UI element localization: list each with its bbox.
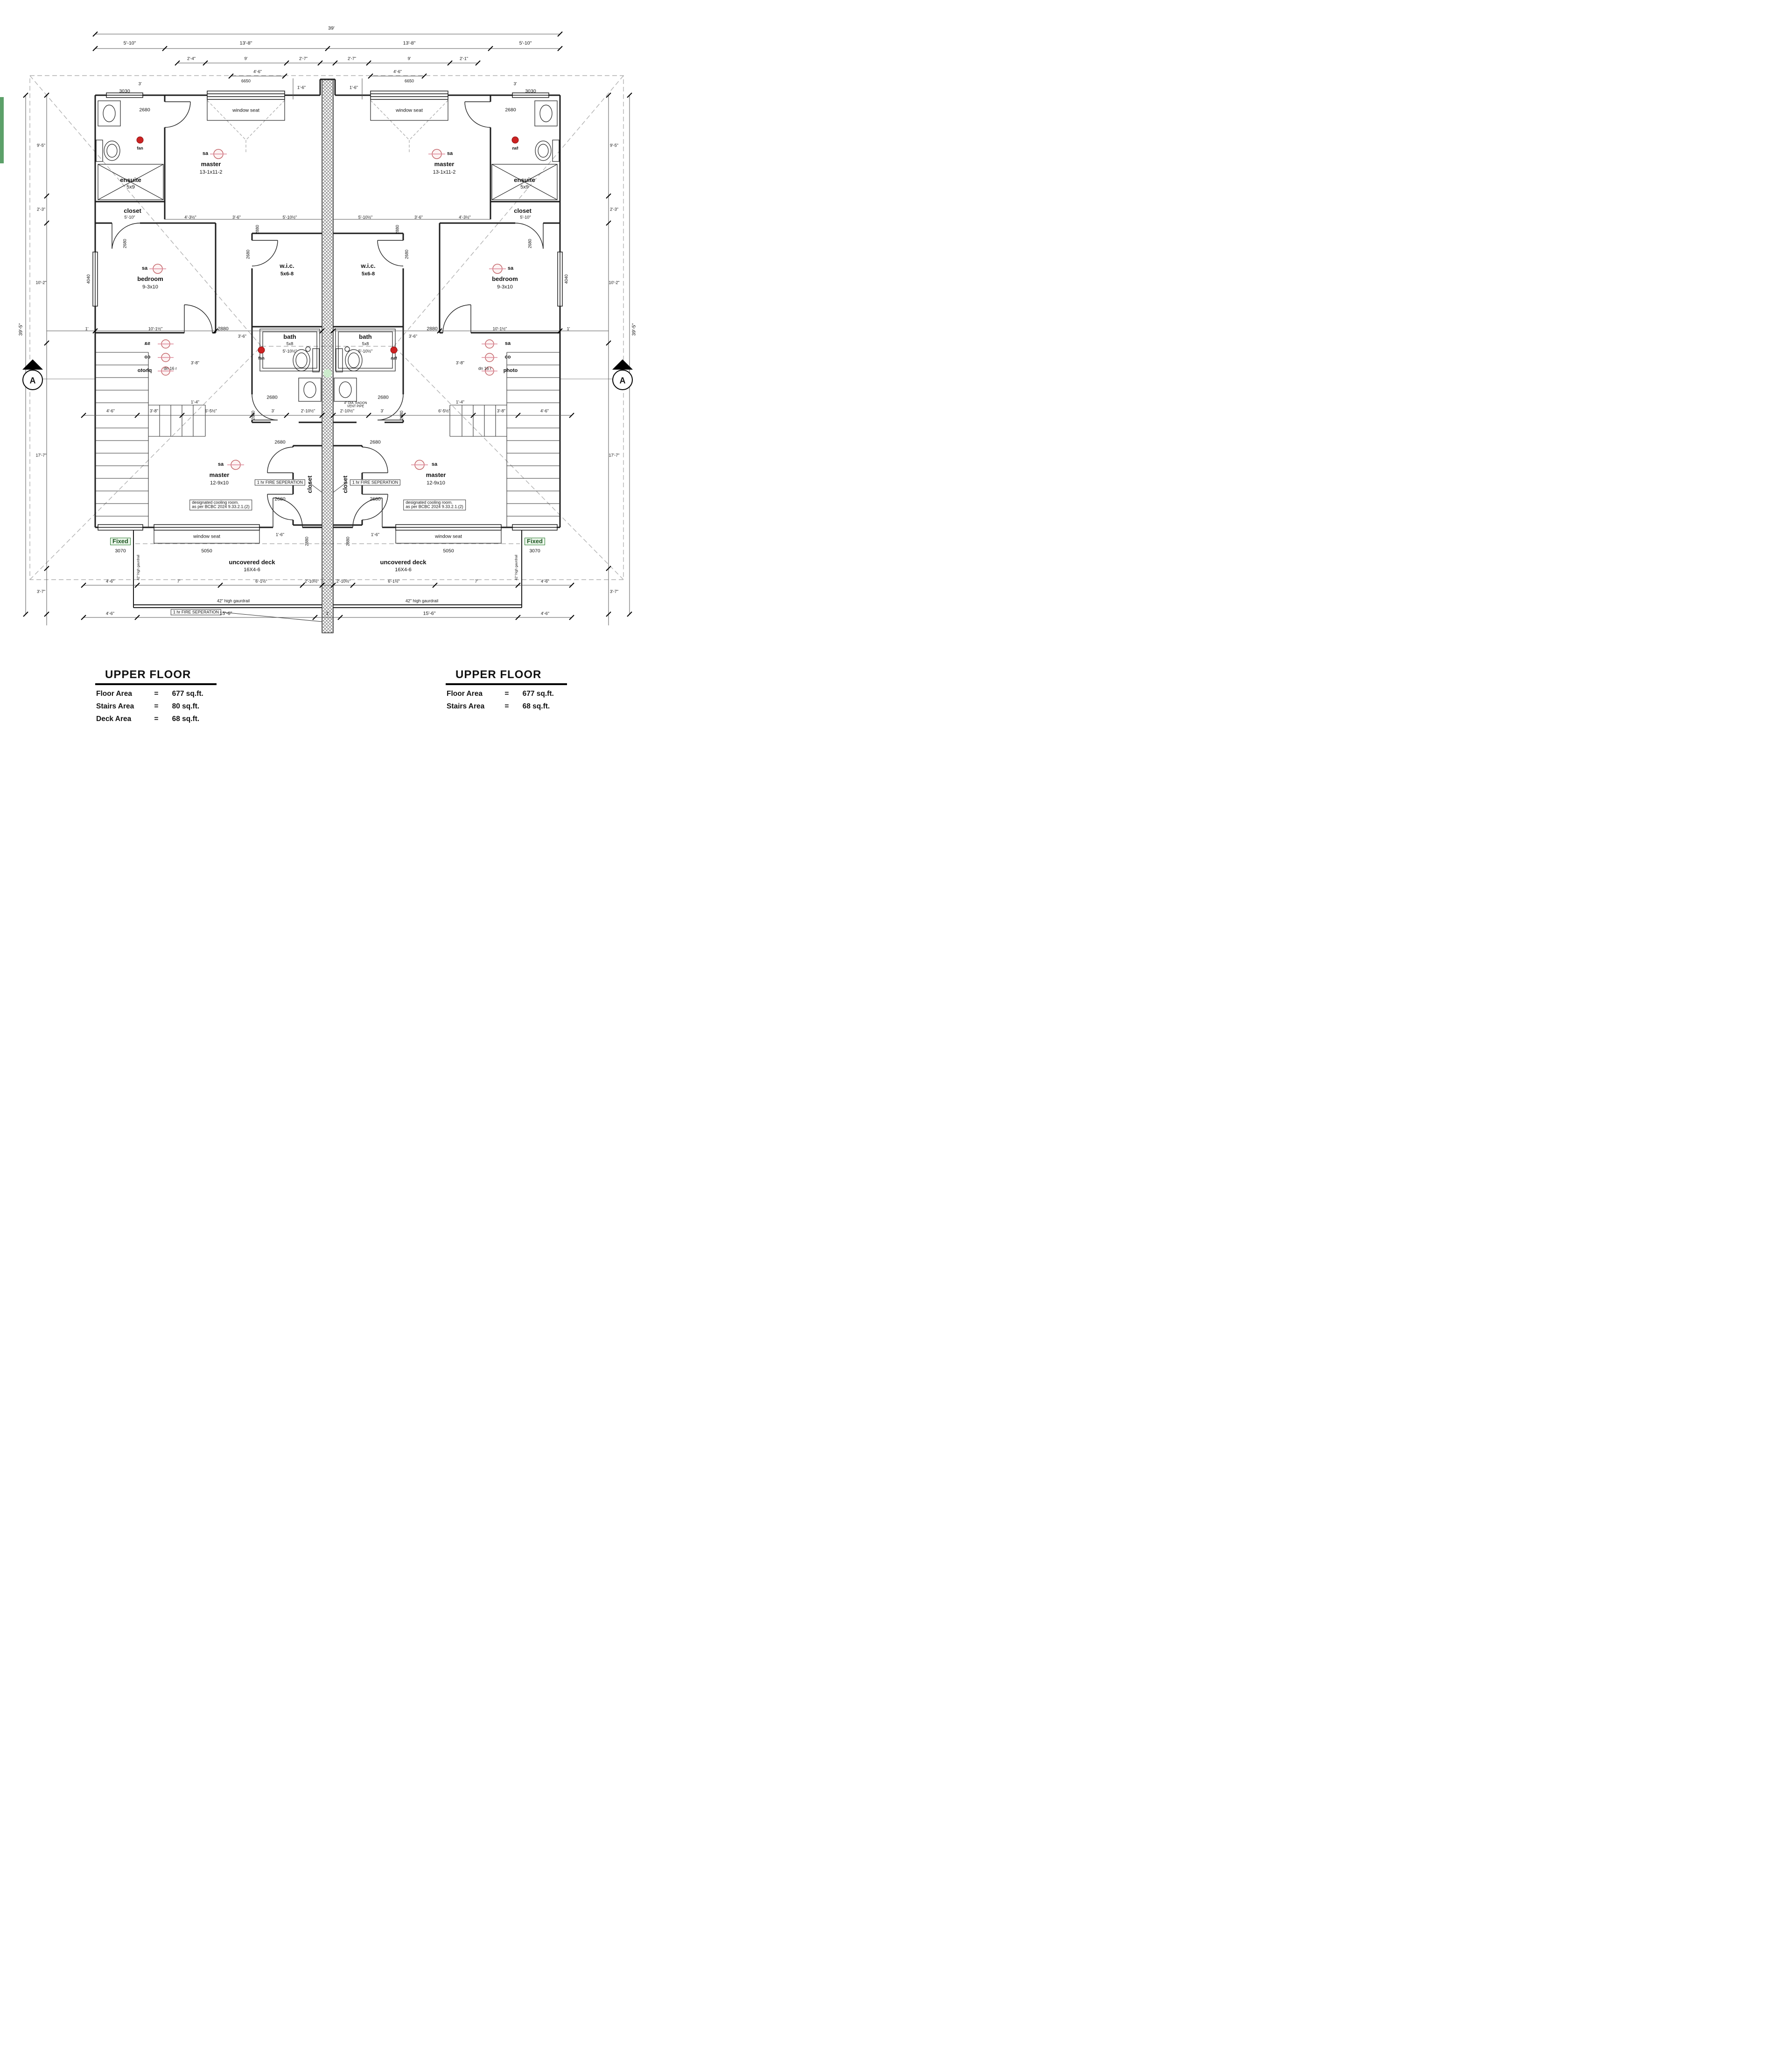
door-tag: 2680 xyxy=(404,249,409,259)
dim-label: 7' xyxy=(475,579,478,584)
cooling-line2: as per BCBC 2024 9.33.2.1.(2) xyxy=(406,504,463,509)
row-eq: = xyxy=(154,702,159,710)
dim-label: 1'-6" xyxy=(350,85,358,90)
room-name-master: master xyxy=(201,161,221,168)
room-size: 5x9 xyxy=(520,184,529,190)
cooling-line2: as per BCBC 2024 9.33.2.1.(2) xyxy=(192,504,250,509)
door-tag: 2680 xyxy=(527,238,532,249)
dim-label: 2'-10½" xyxy=(301,408,315,413)
dim-overall-width: 39' xyxy=(328,25,335,31)
window-tag: 6650 xyxy=(241,78,251,84)
radon-line1: 4" DIA. RADON xyxy=(344,401,367,405)
cooling-room-note xyxy=(403,500,466,511)
row-value: 68 sq.ft. xyxy=(172,715,200,723)
window-tag: 5050 xyxy=(443,548,454,554)
dim-label: 9' xyxy=(244,56,248,61)
table-row xyxy=(96,702,199,711)
dim-label: 1'-6" xyxy=(297,85,306,90)
table-underline xyxy=(95,683,217,685)
window-seat-label: window seat xyxy=(435,533,462,540)
dim-label: 10'-1½" xyxy=(492,326,507,331)
dim-label: 3' xyxy=(138,81,142,86)
room-name-wic: w.i.c. xyxy=(280,262,294,270)
window-tag: 6650 xyxy=(404,78,414,84)
window-tag: 4040 xyxy=(86,274,91,284)
room-size: 5x8 xyxy=(286,341,294,346)
dim-label: 17'-7" xyxy=(35,453,47,458)
sa-label: sa xyxy=(202,151,209,157)
fixed-window-label: Fixed xyxy=(110,538,131,545)
dim-label: 5'-10" xyxy=(124,215,135,220)
fire-separation-note: 1 hr FIRE SEPERATION xyxy=(350,479,400,485)
room-size: 5x8 xyxy=(362,341,369,346)
dim-label: 1' xyxy=(567,326,570,331)
dim-label: 5'-10" xyxy=(519,40,532,46)
door-tag: 2880 xyxy=(217,326,229,332)
dim-label: 1'-6" xyxy=(276,532,284,537)
fan-label: fan xyxy=(137,146,143,151)
dim-label: 1'-4" xyxy=(191,399,199,405)
dim-label: 3'-8" xyxy=(191,360,199,365)
window-tag: 3030 xyxy=(525,88,536,94)
deck-label: uncovered deck xyxy=(380,559,427,566)
guardrail-note-vertical: 42" high gaurdrail xyxy=(137,554,140,581)
dim-label: 15'-6" xyxy=(219,610,232,617)
dim-label: 3'-8" xyxy=(497,408,505,413)
door-tag: 2880 xyxy=(345,536,350,547)
room-name-closet: closet xyxy=(124,207,141,215)
table-title: UPPER FLOOR xyxy=(105,668,191,681)
dim-label: 3'-8" xyxy=(150,408,158,413)
room-name-master: master xyxy=(434,161,455,168)
dim-label: 1' xyxy=(85,326,89,331)
sa-label: sa xyxy=(141,266,148,272)
dim-label: 4'-6" xyxy=(541,579,549,584)
dim-label: 4'-6" xyxy=(393,69,402,74)
photo-label-mirrored: photo xyxy=(137,368,152,374)
fixed-window-label: Fixed xyxy=(525,538,545,545)
dim-label: 3'-6" xyxy=(414,215,423,220)
window-seat-label: window seat xyxy=(232,107,259,113)
dim-label: 5'-10½" xyxy=(282,349,297,354)
room-name-master: master xyxy=(209,471,230,479)
dim-label: 3'-6" xyxy=(409,334,417,339)
door-tag: 2680 xyxy=(266,394,278,400)
door-tag: 2680 xyxy=(378,394,389,400)
deck-size: 16X4-6 xyxy=(244,567,260,573)
room-size: 9-3x10 xyxy=(142,284,158,290)
dim-label: 2'-7" xyxy=(348,56,356,61)
dim-label: 4'-6" xyxy=(106,408,115,413)
dim-label: 39'-5" xyxy=(18,323,24,336)
dim-label: 3'-6" xyxy=(232,215,241,220)
table-row xyxy=(447,690,554,698)
stairs-dn-label: dn 16 r xyxy=(163,366,177,371)
fire-separation-note: 1 hr FIRE SEPERATION xyxy=(255,479,305,485)
door-tag: 2880 xyxy=(304,536,309,547)
door-tag: 2880 xyxy=(399,410,404,420)
sa-label: sa xyxy=(217,462,224,468)
dim-label: 10'-2" xyxy=(35,280,47,285)
dim-label: 3' xyxy=(513,81,517,86)
dim-label: 3'-6" xyxy=(238,334,246,339)
guardrail-note-vertical: 42" high gaurdrail xyxy=(515,554,518,581)
row-eq: = xyxy=(154,715,159,723)
row-label: Stairs Area xyxy=(447,702,485,710)
sa-label: sa xyxy=(431,462,438,468)
stairs-dn-label: dn 16 r xyxy=(478,366,492,371)
dim-label: 4'-6" xyxy=(541,611,549,616)
row-label: Stairs Area xyxy=(96,702,134,710)
room-name-master: master xyxy=(426,471,446,479)
dim-label: 5'-10" xyxy=(123,40,136,46)
dim-label: 6'-1½" xyxy=(388,579,400,584)
fan-label-mirrored: fan xyxy=(512,146,518,151)
dim-label: 9' xyxy=(407,56,411,61)
row-value: 80 sq.ft. xyxy=(172,702,200,710)
dim-label: 4'-3½" xyxy=(184,215,196,220)
window-tag: 4040 xyxy=(564,274,569,284)
dim-label: 10'-1½" xyxy=(148,326,163,331)
dim-label: 2'-3" xyxy=(610,207,618,212)
row-value: 677 sq.ft. xyxy=(522,690,554,698)
dim-label: 5'-10" xyxy=(520,215,531,220)
dim-label: 17'-7" xyxy=(609,453,620,458)
deck-label: uncovered deck xyxy=(229,559,275,566)
room-name-bedroom: bedroom xyxy=(137,275,163,283)
dim-label: 6'-1½" xyxy=(255,579,267,584)
door-tag: 2680 xyxy=(139,107,150,113)
row-eq: = xyxy=(504,702,509,710)
row-value: 677 sq.ft. xyxy=(172,690,203,698)
co-label-mirrored: co xyxy=(144,354,151,360)
door-tag: 2880 xyxy=(251,410,256,420)
dim-label: 4'-6" xyxy=(540,408,549,413)
room-size: 13-1x11-2 xyxy=(433,169,456,175)
dim-label: 2'-10½" xyxy=(336,579,351,584)
table-underline xyxy=(446,683,567,685)
table-title: UPPER FLOOR xyxy=(455,668,542,681)
dim-label: 3'-7" xyxy=(37,589,45,594)
dim-label: 15'-6" xyxy=(423,610,436,617)
window-tag: 5050 xyxy=(201,548,212,554)
dim-label: 4'-3½" xyxy=(459,215,471,220)
room-name-wic: w.i.c. xyxy=(361,262,376,270)
window-seat-label: window seat xyxy=(396,107,423,113)
dim-label: 3' xyxy=(271,408,275,413)
left-edge-green-bar xyxy=(0,97,4,163)
row-label: Floor Area xyxy=(447,690,483,698)
room-name-closet: closet xyxy=(342,476,349,493)
dim-label: 2'-1" xyxy=(460,56,468,61)
dim-label: 1' xyxy=(326,611,329,616)
door-tag: 2680 xyxy=(274,439,286,445)
room-size: 5x6-8 xyxy=(361,271,375,277)
dim-label: 6'-5½" xyxy=(438,408,450,413)
section-marker-a-right: A xyxy=(619,376,626,385)
dim-label: 1'-6" xyxy=(371,532,379,537)
fan-label: fan xyxy=(258,356,265,361)
door-tag: 2680 xyxy=(245,249,251,259)
table-row xyxy=(96,690,203,698)
dim-label: 10'-2" xyxy=(609,280,620,285)
guardrail-note: 42" high gaurdrail xyxy=(405,598,439,603)
door-tag: 2680 xyxy=(274,496,286,502)
door-tag: 2880 xyxy=(255,224,260,235)
door-tag: 2680 xyxy=(370,496,381,502)
cooling-room-note xyxy=(189,500,252,511)
door-tag: 2880 xyxy=(427,326,438,332)
door-tag: 2680 xyxy=(122,238,127,249)
door-tag: 2680 xyxy=(505,107,516,113)
dim-label: 2'-3" xyxy=(37,207,45,212)
window-seat-label: window seat xyxy=(193,533,220,540)
room-name-bedroom: bedroom xyxy=(492,275,518,283)
dim-label: 5'-10½" xyxy=(282,215,297,220)
room-size: 5x9 xyxy=(126,184,135,190)
dim-label: 3'-7" xyxy=(610,589,618,594)
room-size: 9-3x10 xyxy=(497,284,513,290)
dim-label: 4'-6" xyxy=(106,579,114,584)
party-wall xyxy=(322,79,333,633)
room-size: 13-1x11-2 xyxy=(199,169,223,175)
door-tag: 2680 xyxy=(370,439,381,445)
room-name-ensuite: ensuite xyxy=(120,176,141,184)
dim-label: 5'-10½" xyxy=(358,215,373,220)
co-label: co xyxy=(504,354,511,360)
dim-label: 5'-10½" xyxy=(358,349,373,354)
radon-line2: VENT PIPE xyxy=(347,405,364,408)
guardrail-note: 42" high gaurdrail xyxy=(217,598,250,603)
dim-label: 2'-10½" xyxy=(340,408,355,413)
fan-label-mirrored: fan xyxy=(391,356,397,361)
sa-label-mirrored: sa xyxy=(144,341,151,347)
dim-label: 9'-5" xyxy=(37,143,45,148)
dim-label: 3'-8" xyxy=(456,360,464,365)
dim-label: 39'-5" xyxy=(631,323,637,336)
dim-label: 1'-4" xyxy=(456,399,464,405)
dim-label: 4'-6" xyxy=(253,69,262,74)
floor-plan-canvas xyxy=(0,0,653,747)
dim-label: 7' xyxy=(177,579,181,584)
sa-label: sa xyxy=(447,151,453,157)
row-label: Floor Area xyxy=(96,690,132,698)
cooling-line1: designated cooling room. xyxy=(406,500,453,505)
cooling-line1: designated cooling room. xyxy=(192,500,239,505)
dim-label: 2'-10½" xyxy=(304,579,319,584)
section-marker-a-left: A xyxy=(29,376,36,385)
dim-label: 3' xyxy=(380,408,384,413)
dim-label: 13'-8" xyxy=(239,40,252,46)
room-name-closet: closet xyxy=(514,207,532,215)
room-size: 5x6-8 xyxy=(280,271,294,277)
room-size: 12-9x10 xyxy=(210,480,229,486)
fire-separation-note: 1 hr FIRE SEPERATION xyxy=(171,609,221,615)
row-eq: = xyxy=(504,690,509,698)
dim-label: 6'-5½" xyxy=(205,408,217,413)
sa-label: sa xyxy=(507,266,514,272)
photo-label: photo xyxy=(503,368,518,374)
dim-label: 2'-4" xyxy=(187,56,196,61)
dim-label: 4'-6" xyxy=(106,611,114,616)
door-tag: 2880 xyxy=(395,224,400,235)
room-name-bath: bath xyxy=(283,333,296,341)
sa-label: sa xyxy=(504,341,511,347)
row-value: 68 sq.ft. xyxy=(522,702,550,710)
dim-label: 9'-5" xyxy=(610,143,618,148)
window-tag: 3030 xyxy=(119,88,130,94)
dim-label: 13'-8" xyxy=(403,40,416,46)
room-name-bath: bath xyxy=(359,333,372,341)
row-label: Deck Area xyxy=(96,715,132,723)
room-name-closet: closet xyxy=(306,476,314,493)
room-name-ensuite: ensuite xyxy=(514,176,535,184)
dim-label: 2'-7" xyxy=(299,56,308,61)
table-row xyxy=(447,702,550,711)
plan-linework xyxy=(0,0,653,747)
row-eq: = xyxy=(154,690,159,698)
window-tag: 3070 xyxy=(115,548,126,554)
table-row xyxy=(96,715,199,723)
room-size: 12-9x10 xyxy=(427,480,445,486)
deck-size: 16X4-6 xyxy=(395,567,412,573)
radon-note xyxy=(344,402,367,409)
window-tag: 3070 xyxy=(529,548,540,554)
